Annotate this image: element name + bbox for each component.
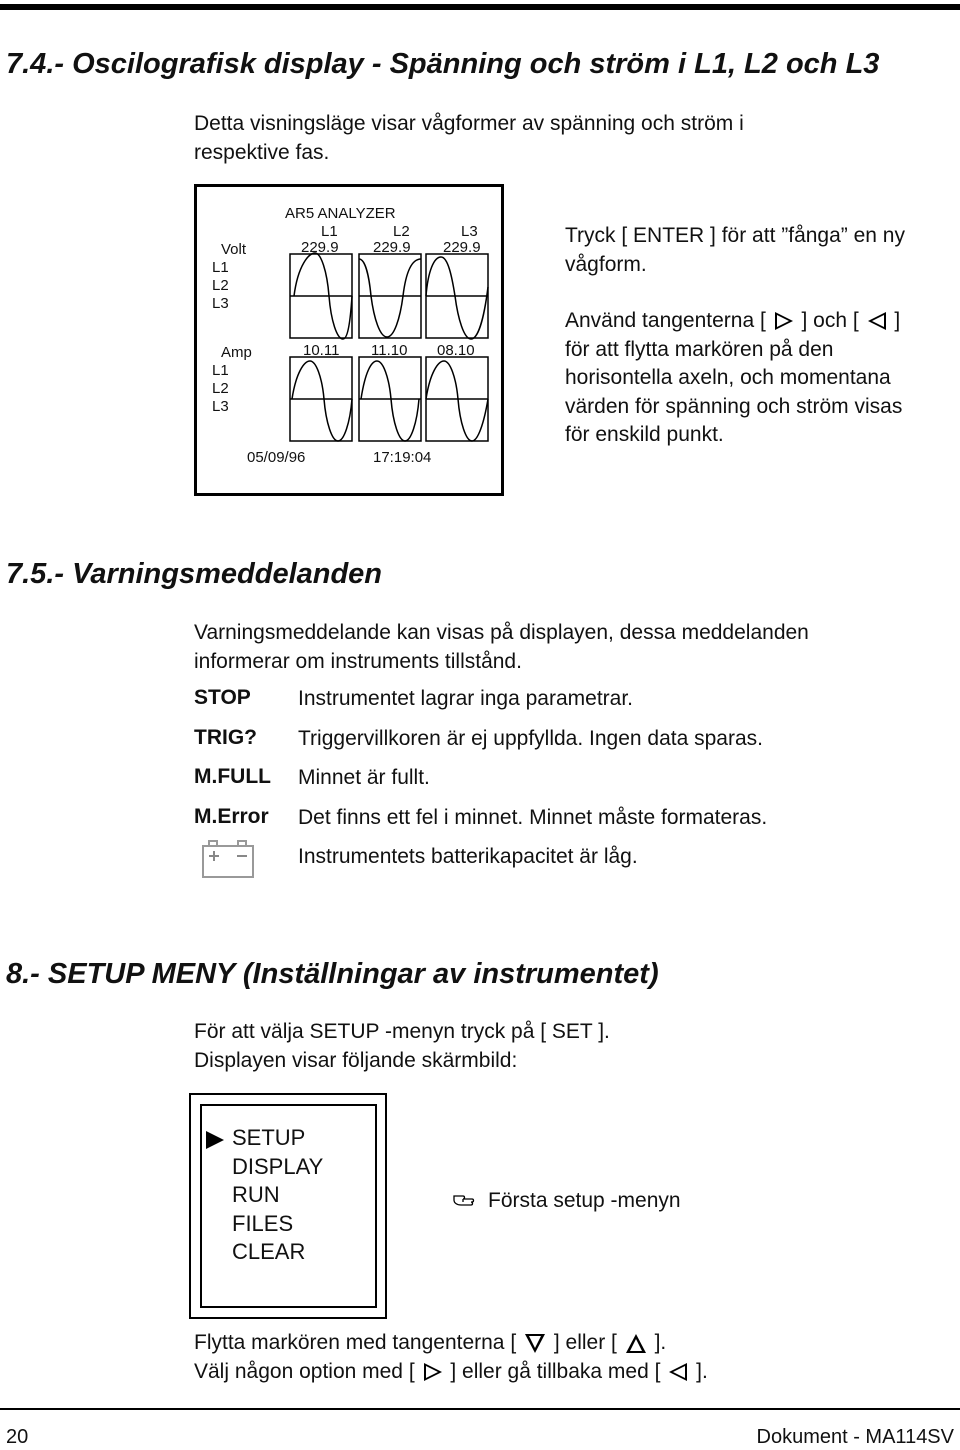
message-code-stop: STOP	[194, 686, 251, 709]
section-7-5-heading: 7.5.- Varningsmeddelanden	[6, 558, 383, 590]
channel-header-l1: L1	[321, 223, 338, 240]
current-value-l2: 11.10	[371, 342, 408, 359]
voltage-value-l2: 229.9	[373, 239, 411, 256]
menu-item-clear[interactable]: CLEAR	[232, 1239, 306, 1264]
channel-header-l2: L2	[393, 223, 410, 240]
section-7-5-intro: Varningsmeddelande kan visas på displayen, dessa meddelanden informerar om instruments tillstånd.	[194, 621, 809, 673]
amp-phase-label: L3	[212, 398, 229, 415]
section-8-intro: För att välja SETUP -menyn tryck på [ SET ]. Displayen visar följande skärmbild:	[194, 1020, 610, 1072]
message-text-merror: Det finns ett fel i minnet. Minnet måste formateras.	[298, 806, 768, 829]
section-7-4-intro: Detta visningsläge visar vågformer av spänning och ström i respektive fas.	[194, 112, 744, 164]
top-rule	[0, 4, 960, 10]
volt-phase-label: L1	[212, 259, 229, 276]
current-wave-l2	[361, 361, 419, 441]
battery-low-text: Instrumentets batterikapacitet är låg.	[298, 845, 638, 868]
volt-phase-label: L2	[212, 277, 229, 294]
capture-instruction: Tryck [ ENTER ] för att ”fånga” en ny vågform.	[565, 224, 905, 276]
voltage-wave-l2	[359, 259, 421, 337]
volt-label: Volt	[221, 241, 247, 258]
amp-label: Amp	[221, 344, 252, 361]
channel-header-l3: L3	[461, 223, 478, 240]
menu-item-run[interactable]: RUN	[232, 1182, 280, 1207]
amp-phase-label: L2	[212, 380, 229, 397]
message-text-mfull: Minnet är fullt.	[298, 766, 430, 789]
screen-time: 17:19:04	[373, 449, 432, 466]
setup-menu-note: Första setup -menyn	[488, 1189, 681, 1212]
current-value-l3: 08.10	[437, 342, 475, 359]
up-triangle-icon	[626, 1334, 646, 1353]
voltage-value-l1: 229.9	[301, 239, 339, 256]
setup-menu-list	[232, 1124, 323, 1267]
down-triangle-icon	[525, 1334, 545, 1353]
setup-menu-frame	[189, 1093, 387, 1319]
footer-rule	[0, 1408, 960, 1410]
message-text-trig: Triggervillkoren är ej uppfyllda. Ingen data sparas.	[298, 727, 763, 750]
section-7-4-heading: 7.4.- Oscilografisk display - Spänning och ström i L1, L2 och L3	[6, 48, 880, 80]
menu-item-display[interactable]: DISPLAY	[232, 1153, 324, 1179]
right-triangle-icon	[424, 1363, 442, 1381]
left-triangle-icon	[868, 312, 886, 330]
message-code-trig: TRIG?	[194, 726, 257, 749]
menu-item-setup[interactable]: SETUP	[232, 1125, 306, 1150]
pointing-hand-icon	[452, 1190, 478, 1208]
screen-date: 05/09/96	[247, 449, 306, 466]
left-triangle-icon	[669, 1363, 687, 1381]
menu-item-files[interactable]: FILES	[232, 1210, 294, 1236]
voltage-value-l3: 229.9	[443, 239, 481, 256]
document-id: Dokument - MA114SV	[756, 1426, 954, 1448]
page-number: 20	[6, 1426, 29, 1448]
message-code-merror: M.Error	[194, 805, 269, 828]
message-text-stop: Instrumentet lagrar inga parametrar.	[298, 687, 633, 710]
amp-phase-label: L1	[212, 362, 229, 379]
menu-cursor-icon	[206, 1131, 224, 1149]
current-wave-l1	[292, 361, 352, 441]
current-wave-l3	[426, 361, 488, 441]
volt-phase-label: L3	[212, 295, 229, 312]
right-triangle-icon	[775, 312, 793, 330]
waveform-panels	[197, 187, 501, 493]
battery-icon	[200, 838, 256, 880]
navigation-instructions: Flytta markören med tangenterna [ ] eller [ ]. Välj någon option med [ ] eller gå tillbaka med [ ].	[194, 1331, 708, 1383]
screen-title: AR5 ANALYZER	[285, 205, 396, 222]
oscilloscope-screen	[194, 184, 504, 496]
current-value-l1: 10.11	[303, 342, 340, 359]
setup-menu-screen	[200, 1104, 377, 1308]
voltage-wave-l3	[426, 257, 488, 339]
message-code-mfull: M.FULL	[194, 765, 271, 788]
cursor-instruction: Använd tangenterna [ ] och [ ] för att flytta markören på den horisontella axeln, och momentana värden för spänning och ström visas för enskild punkt.	[565, 309, 903, 446]
section-8-heading: 8.- SETUP MENY (Inställningar av instrumentet)	[6, 958, 659, 990]
